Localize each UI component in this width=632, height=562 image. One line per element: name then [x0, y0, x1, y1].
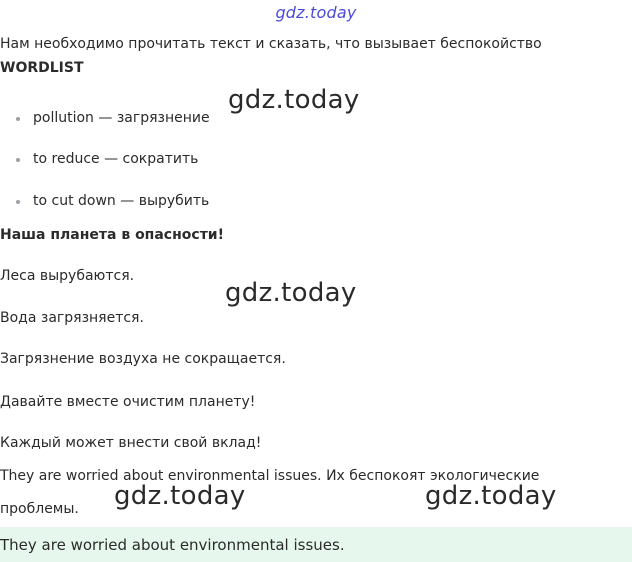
answer-line: проблемы.	[0, 501, 79, 517]
watermark: gdz.today	[225, 278, 357, 308]
text-title: Наша планета в опасности!	[0, 227, 224, 243]
list-item-text: pollution — загрязнение	[33, 110, 210, 126]
list-item-text: to cut down — вырубить	[33, 193, 210, 209]
highlight-answer-text: They are worried about environmental issues.	[0, 536, 345, 554]
text-line: Леса вырубаются.	[0, 268, 135, 284]
wordlist-heading: WORDLIST	[0, 60, 84, 76]
text-line: Вода загрязняется.	[0, 310, 144, 326]
list-item-text: to reduce — сократить	[33, 151, 199, 167]
watermark: gdz.today	[425, 481, 557, 511]
answer-line: They are worried about environmental issues. Их беспокоят экологические	[0, 468, 540, 484]
text-line: Загрязнение воздуха не сокращается.	[0, 351, 286, 367]
bullet-icon	[16, 200, 20, 204]
bullet-icon	[16, 117, 20, 121]
intro-text: Нам необходимо прочитать текст и сказать, что вызывает беспокойство	[0, 36, 542, 52]
text-line: Каждый может внести свой вклад!	[0, 435, 262, 451]
top-watermark: gdz.today	[275, 3, 357, 22]
bullet-icon	[16, 158, 20, 162]
watermark: gdz.today	[114, 481, 246, 511]
text-line: Давайте вместе очистим планету!	[0, 394, 256, 410]
watermark: gdz.today	[228, 85, 360, 115]
